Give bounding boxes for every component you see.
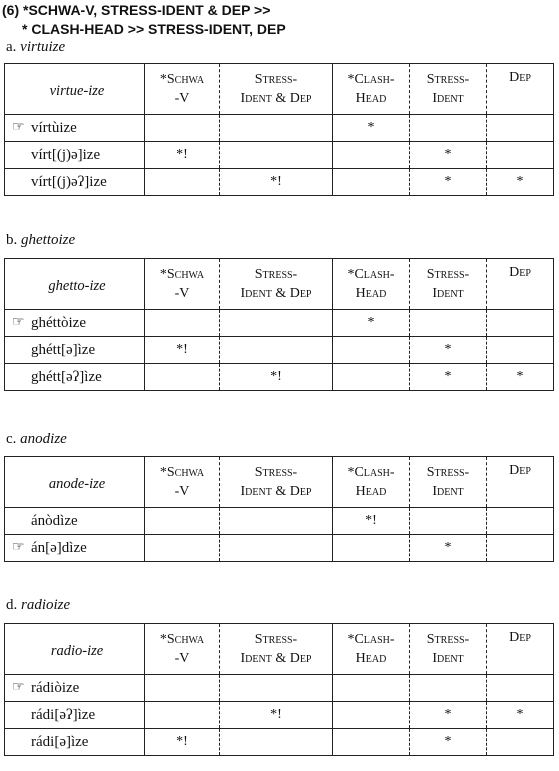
candidate-form: ghétt[əʔ]ìze (31, 368, 102, 385)
tableau-label-word: virtuize (20, 39, 66, 55)
violation-mark (220, 675, 333, 702)
tableau-label (6, 596, 70, 614)
violation-mark (487, 508, 554, 535)
tableau-label-letter: d. (6, 597, 18, 613)
candidate-form: vírtùize (31, 119, 77, 136)
tableau-header-row (5, 64, 554, 115)
constraint-name-line: Head (355, 91, 387, 106)
violation-mark (145, 702, 220, 729)
candidate-form: rádi[ə]ìze (31, 733, 89, 750)
violation-mark (410, 508, 487, 535)
candidate-row (5, 310, 554, 337)
constraint-name-line: Dep (509, 265, 531, 280)
col-schwa-v-header (145, 259, 220, 310)
violation-mark: *! (220, 364, 333, 391)
pointing-hand-icon: ☞ (12, 540, 25, 556)
candidate-cell (5, 508, 145, 535)
constraint-name-line: -V (174, 286, 190, 301)
col-dep-header (487, 259, 554, 310)
constraint-name-line: -V (174, 91, 190, 106)
violation-mark (487, 310, 554, 337)
tableau-label-word: radioize (21, 597, 71, 613)
violation-mark (487, 675, 554, 702)
constraint-name-line: Stress- (426, 267, 470, 282)
constraint-name-line: -V (174, 484, 190, 499)
candidate-row (5, 508, 554, 535)
violation-mark (145, 508, 220, 535)
candidate-form: ghéttòize (31, 314, 86, 331)
violation-mark (145, 364, 220, 391)
candidate-row (5, 115, 554, 142)
violation-mark (220, 508, 333, 535)
candidate-form: vírt[(j)əʔ]ize (31, 173, 107, 190)
violation-mark (333, 169, 410, 196)
col-stress-ident-dep-header (220, 259, 333, 310)
constraint-name-line: Dep (509, 463, 531, 478)
constraint-name-line: Stress- (254, 267, 298, 282)
tableau-label-letter: a. (6, 39, 17, 55)
violation-mark (333, 702, 410, 729)
tableau-label-word: anodize (20, 431, 67, 447)
violation-mark: * (487, 702, 554, 729)
col-clash-head-header (333, 64, 410, 115)
violation-mark (487, 535, 554, 562)
constraint-name-line: Dep (509, 630, 531, 645)
candidate-row (5, 702, 554, 729)
violation-mark (487, 142, 554, 169)
violation-mark (333, 675, 410, 702)
ot-tableau (4, 623, 554, 756)
candidate-cell (5, 115, 145, 142)
violation-mark (220, 337, 333, 364)
candidate-cell (5, 729, 145, 756)
col-stress-ident-header (410, 457, 487, 508)
violation-mark: * (333, 115, 410, 142)
constraint-name-line: *Schwa (159, 267, 205, 282)
ot-tableau (4, 456, 554, 562)
constraint-name-line: Ident & Dep (240, 286, 312, 301)
candidate-cell (5, 169, 145, 196)
constraint-name-line: *Schwa (159, 632, 205, 647)
violation-mark: * (410, 142, 487, 169)
violation-mark: * (410, 337, 487, 364)
violation-mark: * (410, 535, 487, 562)
violation-mark (487, 337, 554, 364)
violation-mark (220, 115, 333, 142)
constraint-name-line: Head (355, 286, 387, 301)
constraint-name-line: *Clash- (347, 72, 395, 87)
candidate-form: án[ə]dìze (31, 539, 87, 556)
candidate-cell (5, 535, 145, 562)
constraint-name-line: Stress- (254, 72, 298, 87)
col-stress-ident-dep-header (220, 64, 333, 115)
constraint-name-line: Ident (432, 484, 464, 499)
violation-mark (410, 310, 487, 337)
candidate-cell (5, 702, 145, 729)
tableau-label-letter: b. (6, 232, 18, 248)
col-stress-ident-header (410, 624, 487, 675)
col-stress-ident-dep-header (220, 624, 333, 675)
col-clash-head-header (333, 624, 410, 675)
candidate-form: rádi[əʔ]ìze (31, 706, 96, 723)
candidate-row (5, 729, 554, 756)
tableau-label (6, 38, 65, 56)
candidate-row (5, 535, 554, 562)
col-schwa-v-header (145, 64, 220, 115)
violation-mark: * (410, 729, 487, 756)
violation-mark (333, 337, 410, 364)
pointing-hand-icon: ☞ (12, 120, 25, 136)
col-stress-ident-header (410, 64, 487, 115)
tableau-header-row (5, 259, 554, 310)
violation-mark (487, 729, 554, 756)
constraint-name-line: Stress- (426, 465, 470, 480)
ot-tableau (4, 258, 554, 391)
col-dep-header (487, 624, 554, 675)
violation-mark: * (410, 702, 487, 729)
constraint-name-line: Ident & Dep (240, 91, 312, 106)
tableau-header-row (5, 457, 554, 508)
constraint-name-line: Ident & Dep (240, 484, 312, 499)
violation-mark: *! (220, 702, 333, 729)
constraint-name-line: -V (174, 651, 190, 666)
violation-mark (220, 142, 333, 169)
tableau-label-word: ghettoize (21, 232, 76, 248)
violation-mark (333, 142, 410, 169)
candidate-cell (5, 142, 145, 169)
tableau-label (6, 430, 67, 448)
candidate-row (5, 364, 554, 391)
violation-mark: *! (145, 337, 220, 364)
violation-mark (220, 535, 333, 562)
tableau-input: virtue-ize (5, 64, 145, 115)
col-clash-head-header (333, 457, 410, 508)
violation-mark (145, 115, 220, 142)
violation-mark (145, 675, 220, 702)
constraint-name-line: Stress- (426, 72, 470, 87)
constraint-name-line: *Clash- (347, 267, 395, 282)
violation-mark: * (410, 169, 487, 196)
pointing-hand-icon: ☞ (12, 680, 25, 696)
col-schwa-v-header (145, 457, 220, 508)
violation-mark: * (487, 169, 554, 196)
candidate-form: ánòdìze (31, 512, 78, 529)
col-stress-ident-dep-header (220, 457, 333, 508)
col-dep-header (487, 457, 554, 508)
violation-mark (220, 310, 333, 337)
ot-tableau (4, 63, 554, 196)
tableau-header-row (5, 624, 554, 675)
tableau-input: radio-ize (5, 624, 145, 675)
violation-mark: *! (220, 169, 333, 196)
candidate-form: ghétt[ə]ìze (31, 341, 96, 358)
candidate-cell (5, 310, 145, 337)
constraint-name-line: Head (355, 484, 387, 499)
violation-mark: * (410, 364, 487, 391)
violation-mark: * (487, 364, 554, 391)
candidate-form: rádiòize (31, 679, 80, 696)
col-clash-head-header (333, 259, 410, 310)
candidate-row (5, 169, 554, 196)
col-stress-ident-header (410, 259, 487, 310)
candidate-row (5, 337, 554, 364)
tableau-label-letter: c. (6, 431, 17, 447)
constraint-name-line: Ident (432, 91, 464, 106)
constraint-name-line: Stress- (254, 632, 298, 647)
tableau-input: ghetto-ize (5, 259, 145, 310)
constraint-name-line: Ident (432, 651, 464, 666)
candidate-form: vírt[(j)ə]ize (31, 146, 101, 163)
violation-mark: *! (145, 142, 220, 169)
violation-mark: *! (333, 508, 410, 535)
violation-mark (333, 364, 410, 391)
violation-mark (410, 675, 487, 702)
tableau-label (6, 231, 75, 249)
violation-mark (487, 115, 554, 142)
col-schwa-v-header (145, 624, 220, 675)
pointing-hand-icon: ☞ (12, 315, 25, 331)
candidate-cell (5, 364, 145, 391)
constraint-name-line: Stress- (426, 632, 470, 647)
violation-mark: * (333, 310, 410, 337)
violation-mark (333, 729, 410, 756)
candidate-cell (5, 675, 145, 702)
constraint-name-line: Ident (432, 286, 464, 301)
violation-mark (145, 310, 220, 337)
constraint-name-line: Stress- (254, 465, 298, 480)
violation-mark (145, 169, 220, 196)
constraint-name-line: *Clash- (347, 465, 395, 480)
candidate-row (5, 675, 554, 702)
example-header-line-1: (6) *SCHWA-V, STRESS-IDENT & DEP >> (2, 2, 271, 18)
constraint-name-line: Dep (509, 70, 531, 85)
tableau-input: anode-ize (5, 457, 145, 508)
constraint-name-line: *Schwa (159, 72, 205, 87)
example-header-line-2: * CLASH-HEAD >> STRESS-IDENT, DEP (22, 21, 286, 37)
constraint-name-line: Head (355, 651, 387, 666)
candidate-cell (5, 337, 145, 364)
constraint-name-line: Ident & Dep (240, 651, 312, 666)
col-dep-header (487, 64, 554, 115)
constraint-name-line: *Schwa (159, 465, 205, 480)
violation-mark: *! (145, 729, 220, 756)
violation-mark (410, 115, 487, 142)
constraint-name-line: *Clash- (347, 632, 395, 647)
violation-mark (333, 535, 410, 562)
violation-mark (220, 729, 333, 756)
violation-mark (145, 535, 220, 562)
candidate-row (5, 142, 554, 169)
